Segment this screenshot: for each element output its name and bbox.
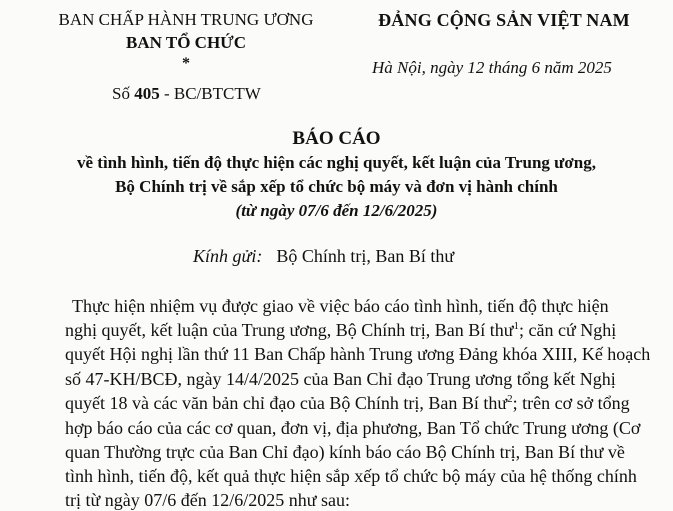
body-line-2-text: nghị quyết, kết luận của Trung ương, Bộ Chính trị, Ban Bí thư xyxy=(65,320,514,340)
party-name: ĐẢNG CỘNG SẢN VIỆT NAM xyxy=(378,10,630,30)
body-line-7: quan Thường trực của Ban Chỉ đạo) kính báo cáo Bộ Chính trị, Ban Bí thư về xyxy=(65,442,625,462)
document-title: BÁO CÁO xyxy=(292,128,381,149)
org-parent-name: BAN CHẤP HÀNH TRUNG ƯƠNG xyxy=(58,10,314,29)
recipient-label: Kính gửi: xyxy=(193,246,263,266)
body-line-4: số 47-KH/BCĐ, ngày 14/4/2025 của Ban Chỉ đạo Trung ương tổng kết Nghị xyxy=(65,369,616,389)
body-line-5-text: quyết 18 và các văn bản chỉ đạo của Bộ Chính trị, Ban Bí thư xyxy=(65,393,508,413)
body-line-2 xyxy=(65,320,616,341)
org-name: BAN TỔ CHỨC xyxy=(126,33,246,52)
document-subtitle-line-1: về tình hình, tiến độ thực hiện các nghị quyết, kết luận của Trung ương, xyxy=(77,153,596,172)
document-subtitle-line-2: Bộ Chính trị về sắp xếp tổ chức bộ máy và đơn vị hành chính xyxy=(115,177,558,196)
star-separator: * xyxy=(182,55,190,72)
body-line-5-rest: ; trên cơ sở tổng xyxy=(512,393,630,413)
footnote-ref-1: 1 xyxy=(513,320,520,332)
document-number-prefix: Số xyxy=(112,84,135,103)
document-number xyxy=(112,84,261,104)
recipient-value: Bộ Chính trị, Ban Bí thư xyxy=(276,246,455,266)
body-line-5 xyxy=(65,393,630,414)
document-date-range: (từ ngày 07/6 đến 12/6/2025) xyxy=(235,201,438,220)
footnote-ref-2: 2 xyxy=(507,393,513,405)
recipient xyxy=(193,246,454,267)
place-date: Hà Nội, ngày 12 tháng 6 năm 2025 xyxy=(372,58,612,77)
body-line-2-rest: ; căn cứ Nghị xyxy=(519,320,617,340)
body-line-9: trị từ ngày 07/6 đến 12/6/2025 như sau: xyxy=(65,490,350,510)
document-number-suffix: - BC/BTCTW xyxy=(159,84,261,103)
document-number-value: 405 xyxy=(134,84,160,103)
body-line-6: hợp báo cáo của các cơ quan, đơn vị, địa phương, Ban Tổ chức Trung ương (Cơ xyxy=(65,418,641,438)
body-line-3: quyết Hội nghị lần thứ 11 Ban Chấp hành Trung ương Đảng khóa XIII, Kế hoạch xyxy=(65,344,651,364)
body-line-1: Thực hiện nhiệm vụ được giao về việc báo cáo tình hình, tiến độ thực hiện xyxy=(72,296,609,316)
body-line-8: tình hình, tiến độ, kết quả thực hiện sắp xếp tổ chức bộ máy của hệ thống chính xyxy=(65,466,637,486)
